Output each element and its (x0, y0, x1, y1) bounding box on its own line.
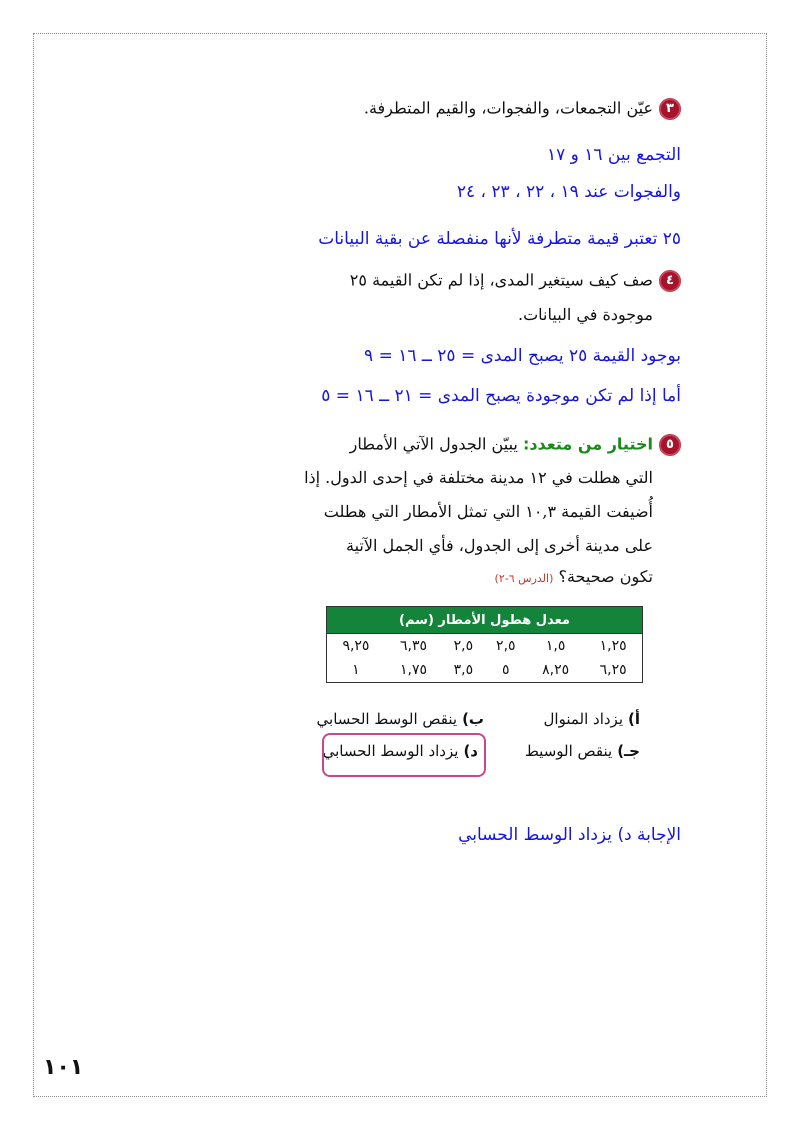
option-a-text: يزداد المنوال (543, 710, 623, 728)
q5-text-line-3: أُضيفت القيمة ١٠,٣ التي تمثل الأمطار التي هطلت (323, 502, 653, 521)
q5-text-line-1: يبيّن الجدول الآتي الأمطار (349, 434, 518, 454)
q3-question (364, 98, 681, 120)
q3-number-badge: ٣ (659, 98, 681, 120)
q5-answer: الإجابة د) يزداد الوسط الحسابي (458, 825, 681, 845)
option-b (317, 710, 484, 728)
table-cell: ٩,٢٥ (342, 638, 370, 654)
table-cell: ٢,٥ (496, 638, 516, 654)
q5-question-line-1 (350, 434, 681, 456)
table-cell: ٦,٣٥ (400, 638, 428, 654)
table-row (327, 634, 643, 659)
option-d-text: يزداد الوسط الحسابي (322, 742, 459, 760)
q5-number-badge: ٥ (659, 434, 681, 456)
rainfall-table (326, 606, 643, 683)
table-row (327, 658, 643, 683)
table-cell: ١,٢٥ (599, 638, 627, 654)
page-number: ١٠١ (43, 1055, 84, 1080)
correct-answer-highlight (322, 733, 486, 777)
rainfall-table-header: معدل هطول الأمطار (سم) (327, 607, 643, 634)
option-c-text: ينقص الوسيط (524, 742, 613, 760)
q3-answer-line-3: ٢٥ تعتبر قيمة متطرفة لأنها منفصلة عن بقية البيانات (318, 229, 681, 249)
q4-question-line-1: صف كيف سيتغير المدى، إذا لم تكن القيمة ٢٥ (349, 270, 653, 290)
option-b-text: ينقص الوسط الحسابي (316, 710, 458, 728)
q4-answer-line-2: أما إذا لم تكن موجودة يصبح المدى = ٢١ ــ ١٦ = ٥ (321, 386, 681, 406)
q5-text-line-2: التي هطلت في ١٢ مدينة مختلفة في إحدى الدول. إذا (304, 468, 653, 487)
table-cell: ٣,٥ (442, 658, 484, 683)
q5-lesson-ref: (الدرس ٦-٢) (494, 572, 554, 585)
q5-text-line-5 (495, 567, 653, 586)
q3-question-text: عيّن التجمعات، والفجوات، والقيم المتطرفة. (363, 98, 653, 118)
table-cell: ٨,٢٥ (527, 658, 584, 683)
table-cell: ٥ (485, 658, 527, 683)
q3-answer-line-2: والفجوات عند ١٩ ، ٢٢ ، ٢٣ ، ٢٤ (456, 182, 681, 202)
q3-answer-line-1: التجمع بين ١٦ و ١٧ (546, 145, 681, 165)
option-d-letter: د) (463, 742, 478, 760)
option-c-letter: جـ) (617, 742, 640, 760)
table-cell: ٢,٥ (453, 638, 474, 654)
option-c (525, 742, 640, 760)
q4-question (350, 270, 681, 292)
table-cell: ١,٥ (545, 638, 566, 654)
q4-question-line-2: موجودة في البيانات. (518, 305, 653, 324)
q5-text-line-4: على مدينة أخرى إلى الجدول، فأي الجمل الآتية (345, 536, 653, 555)
table-cell: ٦,٢٥ (584, 658, 642, 683)
option-a-letter: أ) (628, 710, 640, 728)
table-cell: ١,٧٥ (385, 658, 442, 683)
q4-number-badge: ٤ (659, 270, 681, 292)
q5-text-line-5-text: تكون صحيحة؟ (558, 567, 653, 586)
table-cell: ١ (327, 658, 385, 683)
q4-answer-line-1: بوجود القيمة ٢٥ يصبح المدى = ٢٥ ــ ١٦ = ٩ (364, 346, 681, 366)
option-a (544, 710, 641, 728)
option-b-letter: ب) (462, 710, 484, 728)
q5-label: اختيار من متعدد: (522, 434, 653, 454)
